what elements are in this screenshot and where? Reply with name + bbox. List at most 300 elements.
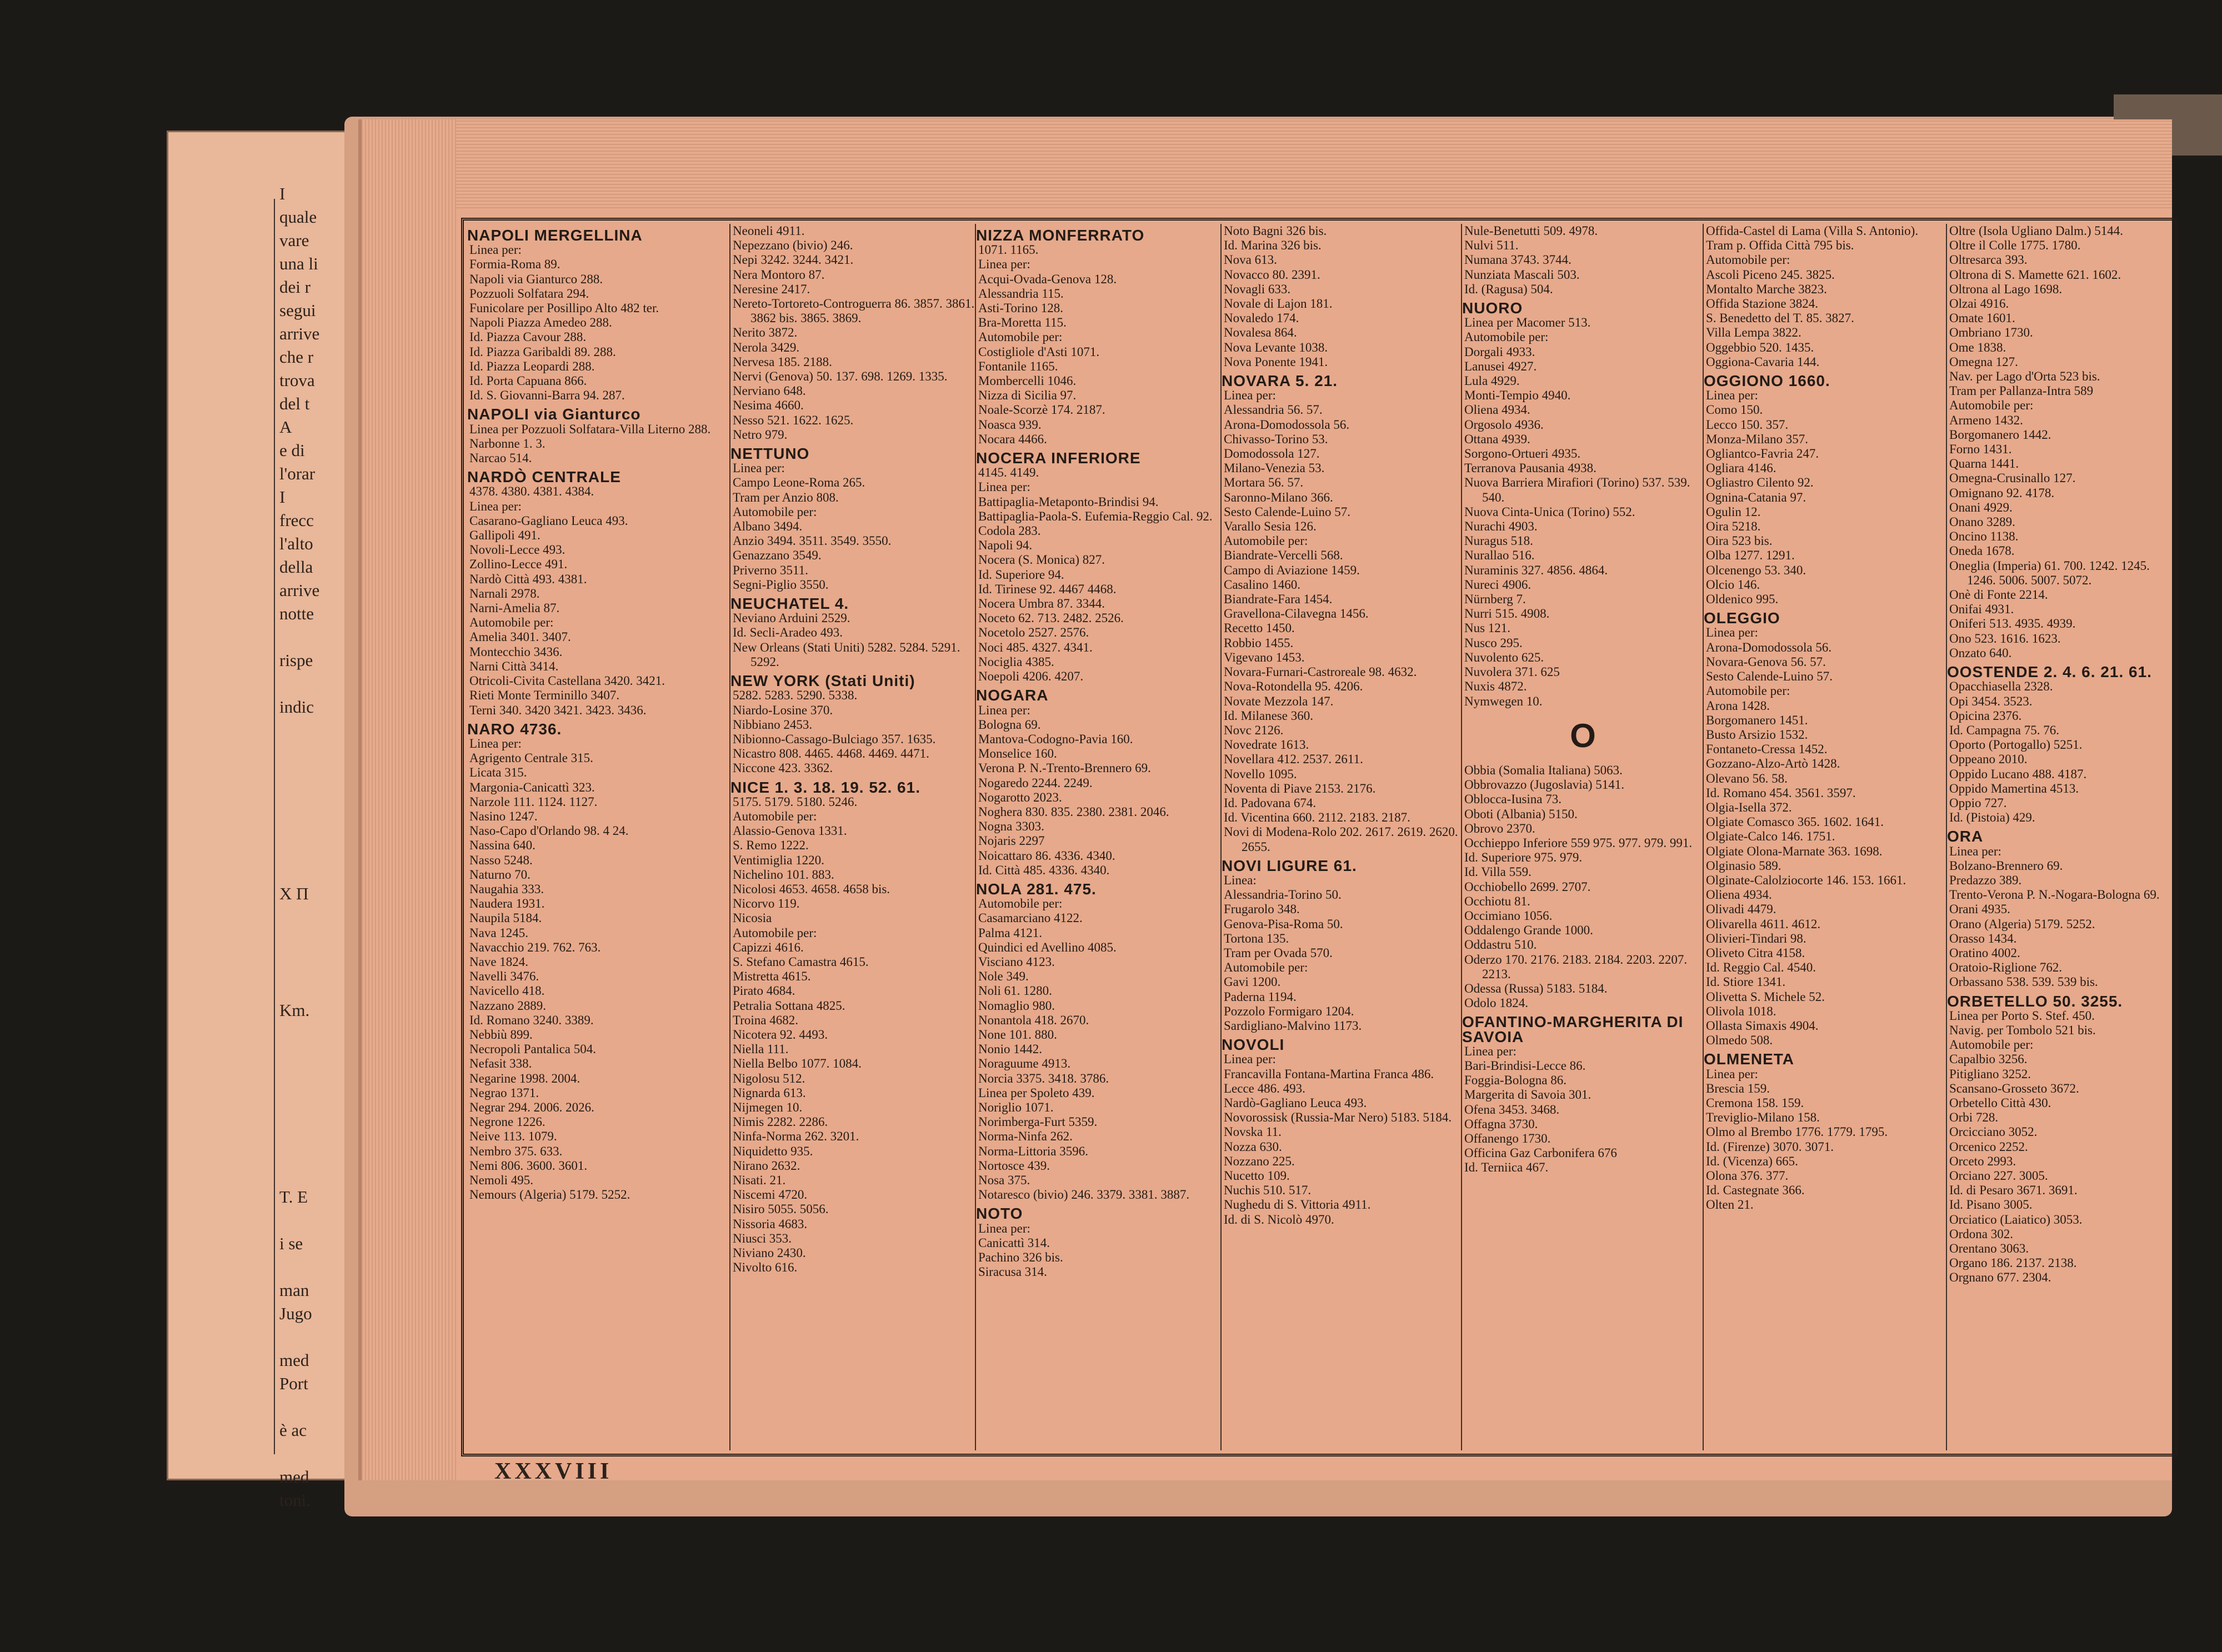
index-column-1: [467, 224, 729, 1450]
index-entry: Id. (Pistoia) 429.: [1949, 810, 2035, 825]
index-entry: Ninfa-Norma 262. 3201.: [733, 1129, 859, 1144]
index-entry: Nicastro 808. 4465. 4468. 4469. 4471.: [733, 747, 929, 761]
index-entry: Pozzuoli Solfatara 294.: [469, 286, 589, 301]
index-entry: Narcao 514.: [469, 451, 532, 465]
index-entry: Mistretta 4615.: [733, 969, 811, 984]
index-entry: Vigevano 1453.: [1224, 650, 1305, 664]
index-entry: Arona-Domodossola 56.: [1706, 640, 1832, 654]
index-entry: Linea per:: [733, 461, 785, 475]
index-entry: Orano (Algeria) 5179. 5252.: [1949, 917, 2095, 931]
index-entry: Offida-Castel di Lama (Villa S. Antonio).: [1706, 224, 1919, 238]
index-entry: Nicotera 92. 4493.: [733, 1027, 828, 1042]
index-entry: Orcenico 2252.: [1949, 1139, 2028, 1154]
place-heading: NEUCHATEL 4.: [730, 595, 849, 613]
index-entry: Nemoli 495.: [469, 1173, 533, 1187]
index-entry: Oltrona al Lago 1698.: [1949, 282, 2063, 296]
index-entry: Napoli via Gianturco 288.: [469, 272, 603, 286]
index-entry: Id. di Pesaro 3671. 3691.: [1949, 1183, 2078, 1198]
index-entry: Tram per Anzio 808.: [733, 490, 839, 504]
index-entry: Alessandria 115.: [978, 286, 1064, 301]
index-entry: Novellara 412. 2537. 2611.: [1224, 752, 1363, 767]
index-entry: Automobile per:: [978, 330, 1063, 344]
index-entry: Novska 11.: [1224, 1125, 1282, 1139]
index-entry: Costigliole d'Asti 1071.: [978, 344, 1100, 359]
index-entry: Nicolosi 4653. 4658. 4658 bis.: [733, 882, 890, 896]
index-entry: Montalto Marche 3823.: [1706, 282, 1827, 296]
index-entry: Nisati. 21.: [733, 1173, 786, 1187]
index-entry: Neresine 2417.: [733, 282, 810, 296]
index-entry: Onani 4929.: [1949, 500, 2013, 514]
index-entry: Novale di Lajon 181.: [1224, 297, 1333, 311]
index-entry: Negrar 294. 2006. 2026.: [469, 1100, 594, 1114]
index-entry: Agrigento Centrale 315.: [469, 751, 593, 765]
place-heading: OLMENETA: [1704, 1050, 1795, 1068]
index-entry: Linea per Pozzuoli Solfatara-Villa Literno 288.: [469, 422, 711, 436]
index-entry: Casarano-Gagliano Leuca 493.: [469, 513, 628, 528]
index-entry: Narni Città 3414.: [469, 659, 559, 673]
index-entry: Quindici ed Avellino 4085.: [978, 940, 1117, 954]
index-entry: Fontaneto-Cressa 1452.: [1706, 742, 1828, 757]
index-entry: Nuraminis 327. 4856. 4864.: [1464, 563, 1608, 577]
place-heading: NOTO: [976, 1205, 1023, 1223]
index-entry: Asti-Torino 128.: [978, 301, 1063, 316]
index-entry: Odolo 1824.: [1464, 996, 1528, 1010]
index-entry: Nova-Rotondella 95. 4206.: [1224, 679, 1363, 694]
index-entry: Gavi 1200.: [1224, 975, 1281, 989]
index-entry: Pitigliano 3252.: [1949, 1067, 2031, 1081]
index-entry: Neviano Arduini 2529.: [733, 611, 850, 625]
index-entry: Nervi (Genova) 50. 137. 698. 1269. 1335.: [733, 369, 948, 384]
index-entry: Olten 21.: [1706, 1198, 1754, 1212]
index-entry: Cremona 158. 159.: [1706, 1095, 1804, 1110]
index-entry: Id. Piazza Garibaldi 89. 288.: [469, 344, 616, 359]
index-entry: Palma 4121.: [978, 925, 1042, 940]
index-entry: Nazzano 2889.: [469, 998, 546, 1013]
index-entry: Nusco 295.: [1464, 635, 1523, 650]
index-entry: Nerviano 648.: [733, 384, 806, 398]
index-entry: Nibbiano 2453.: [733, 717, 813, 732]
index-entry: Casalino 1460.: [1224, 577, 1300, 592]
place-heading: NOLA 281. 475.: [976, 880, 1097, 898]
index-entry: Olgiate Olona-Marnate 363. 1698.: [1706, 844, 1883, 858]
index-entry: Linea per:: [1224, 1052, 1276, 1067]
index-entry: Noci 485. 4327. 4341.: [978, 640, 1093, 654]
index-entry: Nesso 521. 1622. 1625.: [733, 413, 854, 427]
index-entry: Nignarda 613.: [733, 1085, 806, 1100]
index-entry: Narzole 111. 1124. 1127.: [469, 794, 598, 809]
index-entry: Borgomanero 1442.: [1949, 427, 2051, 442]
index-entry: Id. Superiore 975. 979.: [1464, 850, 1583, 865]
index-entry: Id. Milanese 360.: [1224, 708, 1313, 723]
index-entry: Oppido Lucano 488. 4187.: [1949, 767, 2087, 781]
index-entry: Linea per:: [469, 736, 522, 750]
index-entry: Nave 1824.: [469, 954, 529, 969]
index-entry: Necropoli Pantalica 504.: [469, 1042, 597, 1057]
index-entry: Id. Pisano 3005.: [1949, 1198, 2033, 1212]
index-entry: Nisiro 5055. 5056.: [733, 1202, 829, 1217]
place-heading: NUORO: [1462, 299, 1523, 317]
index-entry: Id. Piazza Cavour 288.: [469, 330, 587, 344]
index-entry: Orgosolo 4936.: [1464, 417, 1544, 432]
index-table: [461, 218, 2178, 1456]
left-page-rule: [274, 199, 275, 1454]
index-entry: Nogaredo 2244. 2249.: [978, 775, 1093, 790]
index-entry: Capizzi 4616.: [733, 940, 804, 954]
place-heading: NOCERA INFERIORE: [976, 449, 1141, 467]
index-entry: Nava 1245.: [469, 925, 529, 940]
index-entry: Linea per:: [1464, 1044, 1517, 1058]
index-entry: Organo 186. 2137. 2138.: [1949, 1256, 2077, 1270]
index-entry: Gallipoli 491.: [469, 528, 541, 543]
index-entry: Oporto (Portogallo) 5251.: [1949, 738, 2083, 752]
index-entry: Orceto 2993.: [1949, 1154, 2016, 1168]
index-entry: Novara-Genova 56. 57.: [1706, 654, 1826, 669]
index-entry: Capalbio 3256.: [1949, 1052, 2028, 1067]
index-entry: Nimis 2282. 2286.: [733, 1115, 828, 1129]
index-entry: Siracusa 314.: [978, 1265, 1047, 1279]
index-entry: Pirato 4684.: [733, 984, 795, 998]
index-entry: Linea per:: [1706, 1067, 1758, 1081]
index-entry: Linea per:: [469, 499, 522, 513]
page-number: XXXVIII: [494, 1459, 613, 1484]
index-entry: Nembro 375. 633.: [469, 1144, 563, 1158]
index-entry: Id. Superiore 94.: [978, 567, 1064, 582]
index-entry: Lula 4929.: [1464, 374, 1520, 388]
index-entry: Francavilla Fontana-Martina Franca 486.: [1224, 1067, 1434, 1081]
index-column-3: [975, 224, 1222, 1450]
index-entry: Obbia (Somalia Italiana) 5063.: [1464, 763, 1623, 777]
index-entry: Anzio 3494. 3511. 3549. 3550.: [733, 534, 892, 548]
index-column-6: [1703, 224, 1947, 1450]
index-entry: Verona P. N.-Trento-Brennero 69.: [978, 761, 1151, 775]
index-entry: Brescia 159.: [1706, 1081, 1770, 1095]
index-entry: Nichelino 101. 883.: [733, 867, 834, 882]
index-entry: Margerita di Savoia 301.: [1464, 1088, 1592, 1102]
index-entry: Noepoli 4206. 4207.: [978, 669, 1084, 684]
index-entry: Narbonne 1. 3.: [469, 436, 546, 450]
index-entry: Onzato 640.: [1949, 645, 2012, 660]
index-entry: None 101. 880.: [978, 1027, 1057, 1042]
index-entry: Lecce 486. 493.: [1224, 1081, 1305, 1095]
index-entry: Nozzano 225.: [1224, 1154, 1295, 1168]
index-entry: 4145. 4149.: [978, 465, 1039, 480]
index-entry: Id. Secli-Aradeo 493.: [733, 625, 843, 640]
index-entry: Oldenico 995.: [1706, 592, 1779, 607]
index-entry: Olgia-Isella 372.: [1706, 800, 1792, 814]
index-entry: Nuragus 518.: [1464, 534, 1533, 548]
index-entry: Milano-Venezia 53.: [1224, 461, 1325, 475]
index-entry: Acqui-Ovada-Genova 128.: [978, 272, 1117, 286]
index-entry: Nociglia 4385.: [978, 654, 1054, 669]
index-entry: Onifai 4931.: [1949, 602, 2014, 617]
index-entry: Nereto-Tortoreto-Controguerra 86. 3857. 3861. 3862 bis. 3865. 3869.: [733, 297, 975, 326]
index-entry: Predazzo 389.: [1949, 873, 2022, 887]
index-entry: Albano 3494.: [733, 519, 803, 534]
index-entry: S. Stefano Camastra 4615.: [733, 954, 869, 969]
index-entry: Linea per:: [978, 1221, 1030, 1235]
index-entry: Oltre (Isola Ugliano Dalm.) 5144.: [1949, 224, 2123, 238]
index-entry: Battipaglia-Metaponto-Brindisi 94.: [978, 494, 1159, 509]
index-entry: Automobile per:: [1949, 398, 2034, 413]
index-entry: Alassio-Genova 1331.: [733, 824, 847, 838]
index-entry: Noventa di Piave 2153. 2176.: [1224, 781, 1376, 795]
index-entry: Orciano 227. 3005.: [1949, 1169, 2048, 1183]
index-entry: Occhiobello 2699. 2707.: [1464, 879, 1591, 894]
index-entry: Id. Vicentina 660. 2112. 2183. 2187.: [1224, 810, 1410, 825]
index-entry: Nonantola 418. 2670.: [978, 1013, 1089, 1027]
index-entry: Automobile per:: [733, 809, 817, 823]
index-entry: Id. (Ragusa) 504.: [1464, 282, 1553, 296]
index-entry: Varallo Sesia 126.: [1224, 519, 1317, 534]
index-entry: Automobile per:: [733, 925, 817, 940]
index-entry: Novorossisk (Russia-Mar Nero) 5183. 5184.: [1224, 1110, 1452, 1125]
index-entry: Naugahia 333.: [469, 882, 544, 896]
index-entry: Oltre il Colle 1775. 1780.: [1949, 238, 2081, 253]
place-heading: NARO 4736.: [467, 720, 562, 738]
index-entry: Bologna 69.: [978, 717, 1041, 732]
index-entry: Bari-Brindisi-Lecce 86.: [1464, 1058, 1586, 1073]
index-entry: Sorgono-Ortueri 4935.: [1464, 447, 1581, 461]
index-entry: Ogliara 4146.: [1706, 461, 1776, 475]
index-entry: Offida Stazione 3824.: [1706, 297, 1819, 311]
index-entry: Nemours (Algeria) 5179. 5252.: [469, 1188, 630, 1202]
index-entry: Licata 315.: [469, 765, 527, 780]
index-entry: 4378. 4380. 4381. 4384.: [469, 484, 594, 499]
index-entry: Olmedo 508.: [1706, 1033, 1773, 1048]
index-entry: Trento-Verona P. N.-Nogara-Bologna 69.: [1949, 888, 2160, 902]
index-entry: Olmo al Brembo 1776. 1779. 1795.: [1706, 1125, 1888, 1139]
index-entry: Id. Città 485. 4336. 4340.: [978, 863, 1110, 877]
index-entry: Navig. per Tombolo 521 bis.: [1949, 1023, 2096, 1037]
index-entry: Nole 349.: [978, 969, 1029, 984]
index-entry: Navacchio 219. 762. 763.: [469, 940, 601, 954]
index-entry: Oppido Mamertina 4513.: [1949, 781, 2079, 795]
index-entry: Oira 5218.: [1706, 519, 1761, 534]
index-entry: Id. Marina 326 bis.: [1224, 238, 1322, 253]
index-entry: Oderzo 170. 2176. 2183. 2184. 2203. 2207. 2213.: [1464, 952, 1688, 981]
index-entry: Nocara 4466.: [978, 432, 1047, 446]
index-entry: Navelli 3476.: [469, 969, 539, 984]
index-entry: Neive 113. 1079.: [469, 1129, 557, 1144]
index-entry: Saronno-Milano 366.: [1224, 490, 1333, 504]
index-entry: Ogulin 12.: [1706, 504, 1761, 519]
place-heading: OGGIONO 1660.: [1704, 372, 1830, 390]
index-entry: Olivadi 4479.: [1706, 902, 1776, 917]
index-entry: Automobile per:: [733, 504, 817, 519]
index-entry: Recetto 1450.: [1224, 621, 1295, 635]
index-entry: Automobile per:: [1224, 534, 1308, 548]
index-entry: Opi 3454. 3523.: [1949, 694, 2033, 708]
index-entry: Noraguume 4913.: [978, 1057, 1071, 1071]
index-entry: Oboti (Albania) 5150.: [1464, 807, 1578, 821]
index-entry: Olgiate Comasco 365. 1602. 1641.: [1706, 815, 1884, 829]
index-entry: Rieti Monte Terminillo 3407.: [469, 688, 620, 703]
place-heading: OOSTENDE 2. 4. 6. 21. 61.: [1947, 663, 2152, 681]
index-entry: Nurri 515. 4908.: [1464, 607, 1550, 621]
index-entry: Linea per:: [978, 257, 1030, 272]
index-entry: Nervesa 185. 2188.: [733, 354, 832, 369]
index-entry: Numana 3743. 3744.: [1464, 253, 1572, 267]
index-entry: Gozzano-Alzo-Artò 1428.: [1706, 757, 1840, 771]
index-entry: Domodossola 127.: [1224, 447, 1320, 461]
index-entry: Olginate-Calolziocorte 146. 153. 1661.: [1706, 873, 1906, 887]
index-entry: Oncino 1138.: [1949, 529, 2019, 544]
index-entry: Nosa 375.: [978, 1173, 1030, 1187]
index-entry: Ottana 4939.: [1464, 432, 1530, 446]
index-entry: Offanengo 1730.: [1464, 1131, 1551, 1145]
index-entry: Lanusei 4927.: [1464, 359, 1537, 373]
index-entry: Automobile per:: [1706, 684, 1790, 698]
index-entry: Novate Mezzola 147.: [1224, 694, 1334, 708]
index-entry: Id. Stiore 1341.: [1706, 975, 1786, 989]
index-entry: Linea per:: [1224, 388, 1276, 403]
index-entry: Nasso 5248.: [469, 853, 533, 867]
index-entry: Mantova-Codogno-Pavia 160.: [978, 732, 1133, 746]
index-entry: Nojaris 2297: [978, 834, 1045, 848]
index-entry: Automobile per:: [469, 615, 554, 630]
index-entry: Novaledo 174.: [1224, 311, 1299, 326]
index-entry: Olevano 56. 58.: [1706, 771, 1788, 785]
index-entry: Nughedu di S. Vittoria 4911.: [1224, 1198, 1371, 1212]
index-entry: Novedrate 1613.: [1224, 738, 1309, 752]
index-entry: Novalesa 864.: [1224, 326, 1297, 340]
index-entry: Novara-Furnari-Castroreale 98. 4632.: [1224, 665, 1417, 679]
index-entry: Naupila 5184.: [469, 911, 542, 925]
index-entry: Automobile per:: [1224, 960, 1308, 975]
index-entry: Margonia-Canicattì 323.: [469, 780, 595, 794]
index-entry: Casamarciano 4122.: [978, 911, 1083, 925]
index-column-4: [1220, 224, 1462, 1450]
index-entry: Id. Villa 559.: [1464, 865, 1532, 879]
index-entry: Automobile per:: [1706, 253, 1790, 267]
index-entry: Linea per:: [978, 703, 1030, 717]
place-heading: ORBETELLO 50. 3255.: [1947, 992, 2123, 1010]
index-entry: Noli 61. 1280.: [978, 984, 1052, 998]
index-entry: Nortosce 439.: [978, 1158, 1050, 1173]
index-entry: Niscemi 4720.: [733, 1188, 808, 1202]
index-entry: 1071. 1165.: [978, 243, 1039, 257]
index-entry: Olivetta S. Michele 52.: [1706, 989, 1825, 1004]
index-entry: Olzai 4916.: [1949, 297, 2009, 311]
place-heading: NAPOLI MERGELLINA: [467, 227, 643, 244]
index-entry: Napoli 94.: [978, 538, 1033, 553]
index-entry: Negrone 1226.: [469, 1115, 546, 1129]
index-entry: Niusci 353.: [733, 1231, 792, 1245]
index-entry: Sardigliano-Malvino 1173.: [1224, 1018, 1362, 1033]
index-entry: Borgomanero 1451.: [1706, 713, 1808, 727]
index-entry: Nivolto 616.: [733, 1260, 798, 1275]
index-entry: Odessa (Russa) 5183. 5184.: [1464, 981, 1608, 995]
index-entry: Nurachi 4903.: [1464, 519, 1538, 534]
index-entry: Nucetto 109.: [1224, 1169, 1290, 1183]
index-entry: Id. Reggio Cal. 4540.: [1706, 960, 1816, 975]
index-entry: Orbassano 538. 539. 539 bis.: [1949, 975, 2098, 989]
index-entry: Olivarella 4611. 4612.: [1706, 917, 1821, 931]
index-entry: Noicattaro 86. 4336. 4340.: [978, 848, 1115, 863]
index-entry: Nuova Cinta-Unica (Torino) 552.: [1464, 504, 1635, 519]
index-entry: Nerola 3429.: [733, 340, 800, 354]
index-entry: Niviano 2430.: [733, 1246, 806, 1260]
index-entry: Fontanile 1165.: [978, 359, 1058, 373]
index-entry: Ascoli Piceno 245. 3825.: [1706, 267, 1835, 282]
index-entry: Foggia-Bologna 86.: [1464, 1073, 1567, 1088]
index-entry: Novc 2126.: [1224, 723, 1284, 737]
index-entry: Linea per Spoleto 439.: [978, 1085, 1095, 1100]
index-entry: Nova Ponente 1941.: [1224, 354, 1328, 369]
place-heading: NOVOLI: [1222, 1036, 1285, 1054]
index-entry: Id. Romano 3240. 3389.: [469, 1013, 594, 1027]
index-entry: Tortona 135.: [1224, 931, 1289, 945]
index-entry: Oliveto Citra 4158.: [1706, 945, 1805, 960]
index-entry: Oneglia (Imperia) 61. 700. 1242. 1245. 1246. 5006. 5007. 5072.: [1949, 558, 2150, 587]
index-entry: Linea per Macomer 513.: [1464, 316, 1591, 330]
index-entry: Nova 613.: [1224, 253, 1277, 267]
index-entry: Armeno 1432.: [1949, 413, 2023, 427]
index-entry: Segni-Piglio 3550.: [733, 577, 829, 592]
index-entry: Nogarotto 2023.: [978, 790, 1062, 804]
index-entry: Id. Tirinese 92. 4467 4468.: [978, 582, 1117, 596]
place-heading: NIZZA MONFERRATO: [976, 227, 1145, 244]
index-entry: Automobile per:: [1464, 330, 1549, 344]
index-entry: Nassina 640.: [469, 838, 536, 853]
index-entry: Noghera 830. 835. 2380. 2381. 2046.: [978, 804, 1169, 819]
index-entry: Omate 1601.: [1949, 311, 2015, 326]
index-entry: Robbio 1455.: [1224, 635, 1294, 650]
index-entry: Nebbiù 899.: [469, 1027, 533, 1042]
index-entry: Montecchio 3436.: [469, 644, 563, 659]
index-entry: Oltrona di S. Mamette 621. 1602.: [1949, 267, 2121, 282]
index-entry: Orciatico (Laiatico) 3053.: [1949, 1212, 2083, 1227]
index-entry: Funicolare per Posillipo Alto 482 ter.: [469, 301, 659, 316]
index-entry: Nardò Città 493. 4381.: [469, 572, 587, 586]
index-entry: Scansano-Grosseto 3672.: [1949, 1081, 2079, 1095]
index-entry: Alessandria-Torino 50.: [1224, 888, 1342, 902]
index-entry: Naudera 1931.: [469, 897, 545, 911]
index-entry: Occhieppo Inferiore 559 975. 977. 979. 991.: [1464, 835, 1693, 850]
index-entry: Pachino 326 bis.: [978, 1250, 1063, 1265]
index-entry: Arona-Domodossola 56.: [1224, 417, 1350, 432]
index-entry: Id. (Firenze) 3070. 3071.: [1706, 1139, 1834, 1154]
index-entry: Monselice 160.: [978, 747, 1057, 761]
index-entry: Obbrovazzo (Jugoslavia) 5141.: [1464, 778, 1625, 792]
index-entry: Niccone 423. 3362.: [733, 761, 833, 775]
index-entry: Ogliantco-Favria 247.: [1706, 447, 1819, 461]
index-entry: Nirano 2632.: [733, 1158, 800, 1173]
left-page-fragment: I quale vare una li dei r segui arrive che r trova del t A e di l'orar I frecc l'alto della arrive notte rispe indic X Π Km. T. E i se man Jugo med Port è ac med toni.: [279, 184, 320, 1510]
index-entry: Codola 283.: [978, 524, 1041, 538]
index-entry: Nomaglio 980.: [978, 998, 1055, 1013]
index-entry: Otricoli-Civita Castellana 3420. 3421.: [469, 674, 665, 688]
index-entry: Naturno 70.: [469, 867, 531, 882]
index-entry: Orcicciano 3052.: [1949, 1125, 2038, 1139]
index-entry: Nepezzano (bivio) 246.: [733, 238, 853, 253]
index-entry: Norma-Ninfa 262.: [978, 1129, 1073, 1144]
index-entry: Niella Belbo 1077. 1084.: [733, 1057, 862, 1071]
index-entry: Forno 1431.: [1949, 442, 2012, 457]
index-column-5: [1461, 224, 1704, 1450]
index-entry: Novello 1095.: [1224, 767, 1297, 781]
index-entry: Olba 1277. 1291.: [1706, 548, 1795, 563]
place-heading: NEW YORK (Stati Uniti): [730, 672, 915, 690]
index-entry: Novoli-Lecce 493.: [469, 543, 565, 557]
index-entry: Battipaglia-Paola-S. Eufemia-Reggio Cal. 92.: [978, 509, 1213, 523]
index-entry: Negrao 1371.: [469, 1085, 539, 1100]
index-entry: Canicattì 314.: [978, 1235, 1050, 1250]
index-entry: Narni-Amelia 87.: [469, 601, 560, 615]
index-entry: Nürnberg 7.: [1464, 592, 1526, 607]
index-entry: Genova-Pisa-Roma 50.: [1224, 917, 1343, 931]
index-entry: Nav. per Lago d'Orta 523 bis.: [1949, 369, 2100, 384]
